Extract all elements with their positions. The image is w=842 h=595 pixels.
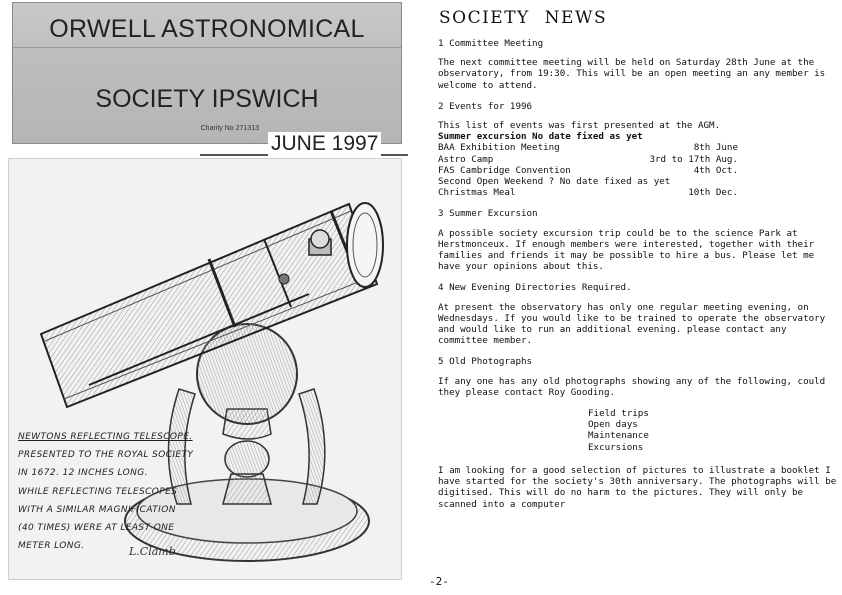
section-heading: 3 Summer Excursion — [438, 208, 538, 220]
issue-date-row — [0, 132, 408, 160]
section-heading: 4 New Evening Directories Required. — [438, 282, 632, 294]
events-intro: This list of events was first presented at the AGM. — [438, 120, 721, 132]
caption-title: NEWTONS REFLECTING TELESCOPE. — [18, 432, 193, 442]
caption-line: PRESENTED TO THE ROYAL SOCIETY — [18, 450, 194, 461]
cover-page — [0, 0, 408, 595]
section-heading: 1 Committee Meeting — [438, 38, 544, 49]
event-name: Christmas Meal — [438, 187, 516, 199]
event-row — [438, 154, 738, 165]
event-name: Astro Camp — [438, 153, 494, 165]
event-row — [438, 176, 738, 187]
paragraph-committee: The next committee meeting will be held on Saturday 28th June at the observatory, from 19:30. This will be an open meeting an any member is welcome to attend. — [438, 57, 826, 91]
masthead-divider — [13, 47, 401, 48]
news-title: SOCIETY NEWS — [439, 8, 608, 28]
event-date: 10th Dec. — [688, 187, 738, 199]
artist-signature: L.Clamb — [129, 545, 176, 558]
event-date: 4th Oct. — [693, 164, 738, 176]
event-row — [438, 131, 738, 142]
list-item: Open days — [588, 419, 638, 431]
caption-line: WITH A SIMILAR MAGNIFICATION — [18, 504, 176, 515]
event-date: 8th June — [693, 142, 738, 154]
event-row — [438, 142, 738, 153]
event-name: BAA Exhibition Meeting — [438, 142, 560, 154]
list-item: Excursions — [588, 441, 644, 453]
caption-line: IN 1672. 12 INCHES LONG. — [18, 468, 148, 479]
masthead-title-line2: SOCIETY IPSWICH — [95, 85, 319, 113]
event-row — [438, 165, 738, 176]
caption-line: (40 TIMES) WERE AT LEAST ONE — [18, 523, 175, 534]
list-item: Maintenance — [588, 430, 649, 442]
charity-number: Charity No 271313 — [200, 125, 259, 132]
paragraph-booklet: I am looking for a good selection of pictures to illustrate a booklet I have started for the society's 30th anniversary. The photographs will be digitised. This will do no harm to the pictures. They will only be scanned into a computer — [438, 464, 837, 510]
issue-date: JUNE 1997 — [268, 132, 381, 156]
events-list — [438, 120, 838, 198]
society-news-page — [427, 0, 839, 595]
masthead-box — [12, 2, 402, 144]
illustration-caption — [18, 428, 218, 555]
paragraph-directories: At present the observatory has only one regular meeting evening, on Wednesdays. If you would like to be trained to operate the observatory and would like to run an additional evening. please contact any committee member. — [438, 301, 826, 347]
page-number: -2- — [429, 575, 449, 588]
event-name: FAS Cambridge Convention — [438, 164, 571, 176]
list-item: Field trips — [588, 408, 649, 420]
event-date: 3rd to 17th Aug. — [649, 153, 738, 165]
photo-topics-list — [588, 408, 838, 453]
event-name: Second Open Weekend ? No date fixed as yet — [438, 176, 671, 188]
event-row — [438, 187, 738, 198]
caption-line: METER LONG. — [18, 541, 85, 552]
event-name: Summer excursion No date fixed as yet — [438, 131, 643, 143]
paragraph-excursion: A possible society excursion trip could be to the science Park at Herstmonceux. If enough members were interested, together with their families and friends it may be possible to hire a bus. Please let me have your opinions about this. — [438, 227, 815, 273]
caption-line: WHILE REFLECTING TELESCOPES — [18, 486, 178, 497]
masthead-title-line1: ORWELL ASTRONOMICAL — [49, 15, 365, 43]
section-heading: 2 Events for 1996 — [438, 100, 533, 112]
section-heading: 5 Old Photographs — [438, 356, 533, 368]
news-body — [438, 38, 838, 520]
paragraph-photographs: If any one has any old photographs showing any of the following, could they please contact Roy Gooding. — [438, 375, 826, 398]
